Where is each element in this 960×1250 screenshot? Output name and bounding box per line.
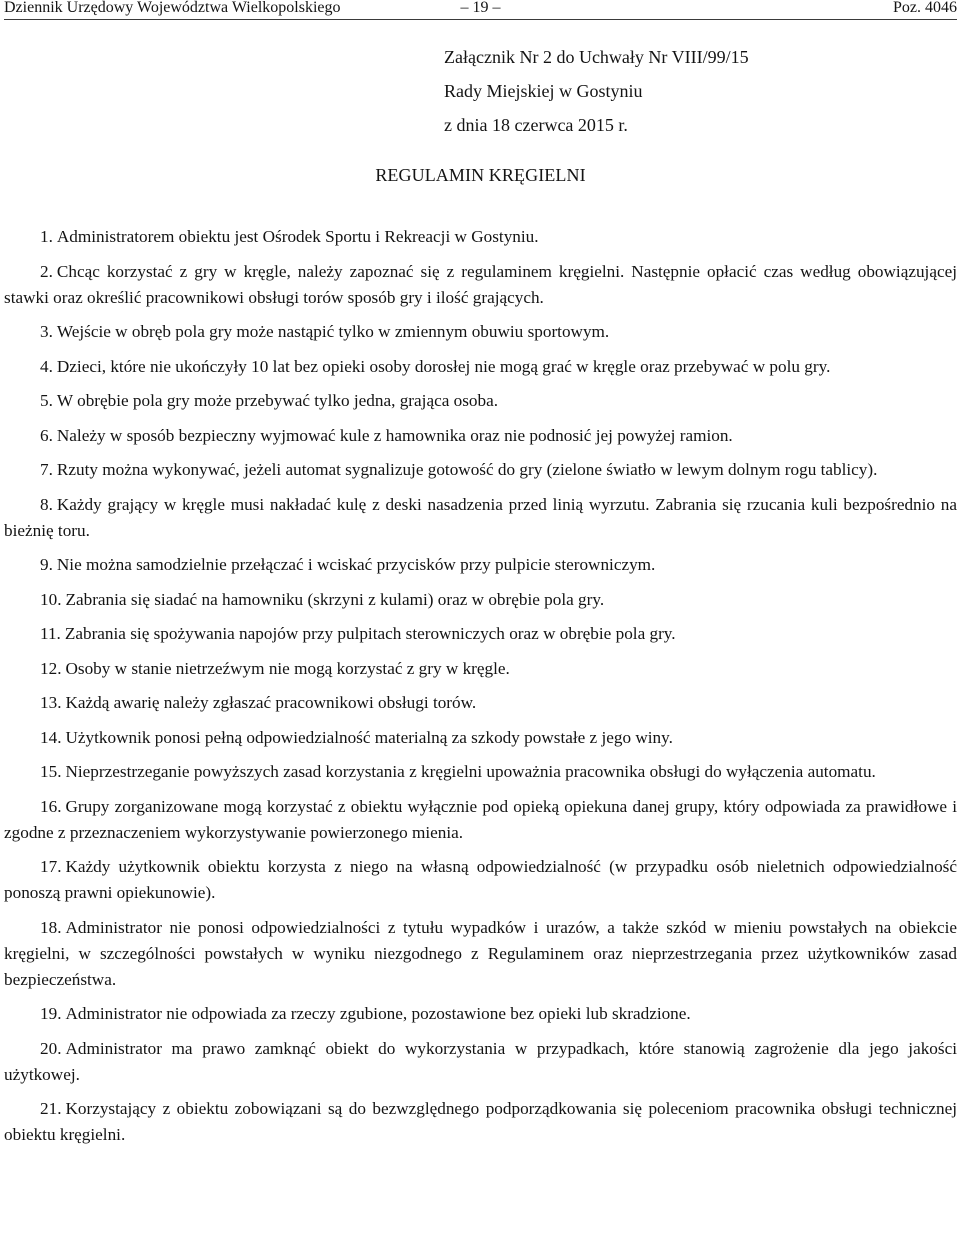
- rule-item: [4, 759, 957, 785]
- rule-number: 6.: [40, 425, 53, 445]
- journal-name: Dziennik Urzędowy Województwa Wielkopolskiego: [4, 0, 341, 16]
- annex-line-date: z dnia 18 czerwca 2015 r.: [444, 115, 628, 135]
- rule-number: 9.: [40, 555, 53, 574]
- rule-item: [4, 1096, 957, 1148]
- rule-text: Korzystający z obiektu zobowiązani są do bezwzględnego podporządkowania się poleceniom pracownika obsługi technicznej obiektu kręgielni.: [4, 1099, 957, 1144]
- annex-line-resolution: Załącznik Nr 2 do Uchwały Nr VIII/99/15: [444, 47, 749, 67]
- rule-text: Każdą awarię należy zgłaszać pracownikowi obsługi torów.: [65, 693, 477, 712]
- rule-text: Nie można samodzielnie przełączać i wciskać przycisków przy pulpicie sterowniczym.: [56, 555, 656, 574]
- rule-item: [4, 388, 957, 414]
- rule-number: 8.: [40, 494, 53, 514]
- rule-text: Administratorem obiektu jest Ośrodek Sportu i Rekreacji w Gostyniu.: [56, 227, 539, 246]
- rule-item: [4, 1036, 957, 1088]
- rule-item: [4, 725, 957, 751]
- rule-item: [4, 492, 957, 544]
- rule-number: 14.: [40, 727, 62, 747]
- rule-text: Administrator nie ponosi odpowiedzialności z tytułu wypadków i urazów, a także szkód w mieniu powstałych na obiekcie kręgielni, w szczególności powstałych w wyniku niezgodnego z Regulaminem oraz nieprzestrzegania przez użytkowników zasad bezpieczeństwa.: [4, 917, 957, 989]
- rule-text: Należy w sposób bezpieczny wyjmować kule z hamownika oraz nie podnosić jej powyżej ramion.: [56, 425, 733, 445]
- rule-item: [4, 423, 957, 449]
- rule-text: Zabrania się spożywania napojów przy pulpitach sterowniczych oraz w obrębie pola gry.: [64, 624, 676, 643]
- rule-number: 12.: [40, 658, 62, 678]
- rule-text: Administrator ma prawo zamknąć obiekt do wykorzystania w przypadkach, które stanowią zagrożenie dla jego jakości użytkowej.: [4, 1038, 957, 1084]
- rule-text: Każdy użytkownik obiektu korzysta z niego na własną odpowiedzialność (w przypadku osób nieletnich odpowiedzialność ponoszą prawni opiekunowie).: [4, 857, 957, 902]
- rule-number: 16.: [40, 796, 62, 816]
- rule-number: 3.: [40, 322, 53, 341]
- rule-item: [4, 552, 957, 578]
- rule-number: 2.: [40, 261, 53, 281]
- rule-text: Dzieci, które nie ukończyły 10 lat bez opieki osoby dorosłej nie mogą grać w kręgle oraz przebywać w polu gry.: [56, 356, 831, 376]
- rule-item: [4, 656, 957, 682]
- rule-item: [4, 1001, 957, 1027]
- rule-number: 15.: [40, 762, 62, 781]
- rule-text: Grupy zorganizowane mogą korzystać z obiektu wyłącznie pod opieką opiekuna danej grupy, który odpowiada za prawidłowe i zgodne z przeznaczeniem wykorzystywanie powierzonego mienia.: [4, 796, 957, 842]
- rule-text: Każdy grający w kręgle musi nakładać kulę z deski nasadzenia przed linią wyrzutu. Zabrania się rzucania kuli bezpośrednio na bieżnię toru.: [4, 494, 957, 540]
- rule-number: 20.: [40, 1038, 62, 1058]
- rule-text: Administrator nie odpowiada za rzeczy zgubione, pozostawione bez opieki lub skradzione.: [65, 1004, 691, 1023]
- rule-item: [4, 794, 957, 846]
- rule-number: 11.: [40, 624, 61, 643]
- document-title: REGULAMIN KRĘGIELNI: [375, 165, 586, 185]
- rules-list: [4, 224, 957, 1148]
- rule-number: 21.: [40, 1099, 62, 1118]
- rule-item: [4, 319, 957, 345]
- rule-number: 7.: [40, 460, 53, 479]
- running-header: [4, 0, 957, 20]
- rule-item: [4, 354, 957, 380]
- rule-item: [4, 224, 957, 250]
- rule-item: [4, 854, 957, 906]
- rule-item: [4, 915, 957, 993]
- rule-text: Rzuty można wykonywać, jeżeli automat sygnalizuje gotowość do gry (zielone światło w lewym dolnym rogu tablicy).: [56, 460, 878, 479]
- rule-text: Użytkownik ponosi pełną odpowiedzialność materialną za szkody powstałe z jego winy.: [65, 727, 673, 747]
- rule-text: W obrębie pola gry może przebywać tylko jedna, grająca osoba.: [56, 391, 499, 410]
- rule-number: 17.: [40, 857, 62, 876]
- rule-item: [4, 457, 957, 483]
- rule-item: [4, 587, 957, 613]
- rule-number: 18.: [40, 917, 62, 937]
- rule-text: Zabrania się siadać na hamowniku (skrzyni z kulami) oraz w obrębie pola gry.: [65, 589, 605, 609]
- rule-number: 10.: [40, 589, 62, 609]
- page-number: – 19 –: [460, 0, 501, 16]
- rule-number: 4.: [40, 356, 53, 376]
- rule-item: [4, 259, 957, 311]
- rule-text: Chcąc korzystać z gry w kręgle, należy zapoznać się z regulaminem kręgielni. Następnie opłacić czas według obowiązującej stawki oraz określić pracownikowi obsługi torów sposób gry i ilość grających.: [4, 261, 957, 307]
- rule-text: Nieprzestrzeganie powyższych zasad korzystania z kręgielni upoważnia pracownika obsługi do wyłączenia automatu.: [65, 762, 876, 781]
- rule-number: 19.: [40, 1004, 62, 1023]
- rule-number: 1.: [40, 227, 53, 246]
- rule-number: 13.: [40, 693, 62, 712]
- annex-block: [444, 40, 957, 142]
- annex-line-council: Rady Miejskiej w Gostyniu: [444, 81, 643, 101]
- rule-text: Wejście w obręb pola gry może nastąpić tylko w zmiennym obuwiu sportowym.: [56, 322, 610, 341]
- position-number: Poz. 4046: [893, 0, 957, 16]
- rule-item: [4, 690, 957, 716]
- rule-text: Osoby w stanie nietrzeźwym nie mogą korzystać z gry w kręgle.: [65, 658, 510, 678]
- rule-number: 5.: [40, 391, 53, 410]
- rule-item: [4, 621, 957, 647]
